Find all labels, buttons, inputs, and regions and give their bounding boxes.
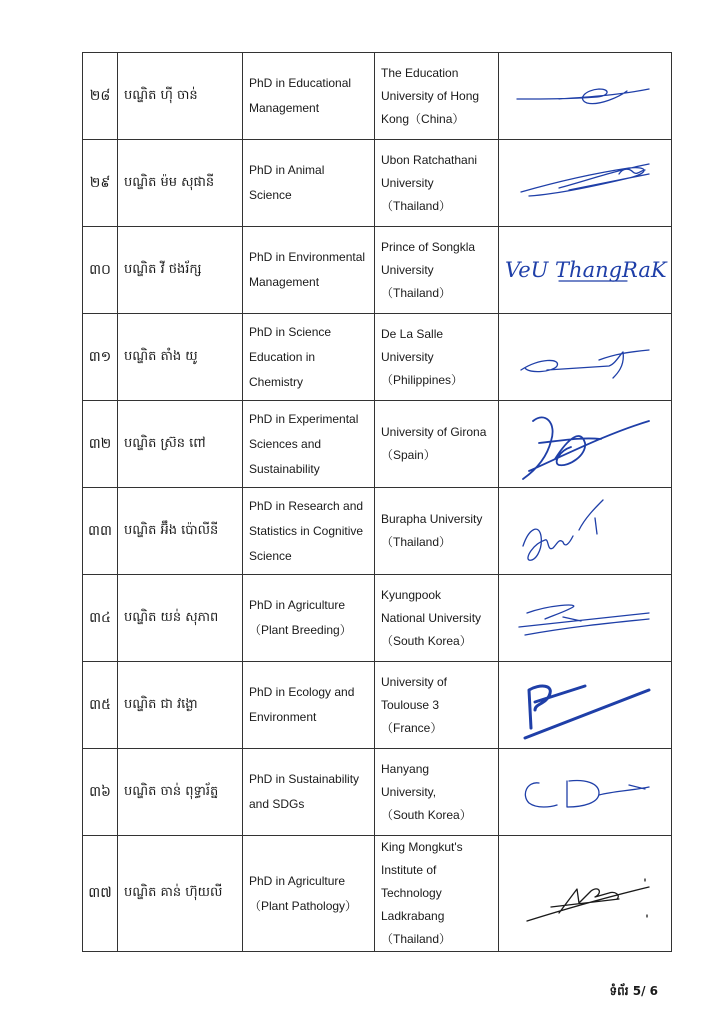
university-line: （Thailand） bbox=[381, 198, 452, 213]
degree-line: Chemistry bbox=[249, 374, 304, 389]
university-line: University, bbox=[381, 784, 437, 799]
row-number: ៣៥ bbox=[83, 662, 118, 749]
degree-line: PhD in Sustainability bbox=[249, 772, 360, 786]
person-name: បណ្ឌិត ហ៊ី ចាន់ bbox=[118, 53, 243, 140]
signature bbox=[499, 575, 671, 661]
signature-handwriting: VeU ThangRaK bbox=[505, 258, 667, 282]
table-row bbox=[83, 488, 672, 575]
person-name: បណ្ឌិត តាំង យូ bbox=[118, 314, 243, 401]
university bbox=[375, 53, 499, 140]
row-number: ៣៦ bbox=[83, 749, 118, 836]
degree-line: PhD in Agriculture bbox=[249, 873, 346, 888]
degree-line: Sustainability bbox=[249, 461, 320, 476]
degree-line: PhD in Animal bbox=[249, 163, 325, 177]
university-line: National University bbox=[381, 610, 482, 625]
university bbox=[375, 227, 499, 314]
university-line: （Thailand） bbox=[381, 285, 452, 300]
degree bbox=[243, 662, 375, 749]
table-row bbox=[83, 314, 672, 401]
signature-cell bbox=[499, 401, 672, 488]
signature bbox=[499, 851, 671, 937]
degree bbox=[243, 401, 375, 488]
row-number: ៣២ bbox=[83, 401, 118, 488]
university-line: Ubon Ratchathani bbox=[381, 152, 478, 167]
university bbox=[375, 488, 499, 575]
degree-line: PhD in Educational bbox=[249, 76, 352, 90]
degree-line: Science bbox=[249, 188, 292, 202]
signature-cell bbox=[499, 227, 672, 314]
signature bbox=[499, 401, 671, 487]
signature-stroke bbox=[525, 686, 649, 738]
person-name: បណ្ឌិត អ៊ឹង ប៉ោលីនី bbox=[118, 488, 243, 575]
signature-cell bbox=[499, 53, 672, 140]
university bbox=[375, 836, 499, 952]
degree-line: PhD in Science bbox=[249, 324, 332, 339]
table-row bbox=[83, 53, 672, 140]
degree-line: Management bbox=[249, 275, 320, 289]
university-line: （Thailand） bbox=[381, 535, 452, 549]
degree bbox=[243, 314, 375, 401]
degree-line: PhD in Environmental bbox=[249, 250, 366, 264]
university-line: Technology bbox=[381, 886, 442, 900]
degree bbox=[243, 488, 375, 575]
university-line: （South Korea） bbox=[381, 807, 472, 822]
degree bbox=[243, 575, 375, 662]
university-line: Prince of Songkla bbox=[381, 239, 476, 254]
row-number: ៣៤ bbox=[83, 575, 118, 662]
university-line: University of bbox=[381, 674, 448, 689]
signature bbox=[499, 314, 671, 400]
signature bbox=[499, 53, 671, 139]
signature-stroke bbox=[519, 605, 649, 635]
person-name: បណ្ឌិត ស្រ៊ន ពៅ bbox=[118, 401, 243, 488]
table-row bbox=[83, 575, 672, 662]
degree-line: （Plant Pathology） bbox=[249, 898, 358, 913]
signature-cell bbox=[499, 662, 672, 749]
degree-line: and SDGs bbox=[249, 797, 305, 811]
degree bbox=[243, 836, 375, 952]
university-line: （Spain） bbox=[381, 448, 436, 462]
table-row bbox=[83, 227, 672, 314]
signature bbox=[499, 227, 671, 313]
row-number: ៣៧ bbox=[83, 836, 118, 952]
university-line: King Mongkut's bbox=[381, 840, 463, 854]
university-line: Hanyang bbox=[381, 761, 430, 776]
person-name: បណ្ឌិត ម៉ម សុផានី bbox=[118, 140, 243, 227]
table-row bbox=[83, 140, 672, 227]
university-line: Burapha University bbox=[381, 512, 483, 526]
degree-line: Science bbox=[249, 548, 292, 563]
degree-line: Education in bbox=[249, 349, 316, 364]
degree-line: PhD in Ecology and bbox=[249, 685, 355, 699]
signature-stroke bbox=[525, 781, 649, 808]
table-row bbox=[83, 749, 672, 836]
signature bbox=[499, 488, 671, 574]
signature-cell bbox=[499, 836, 672, 952]
university-line: University bbox=[381, 175, 434, 190]
university-line: University bbox=[381, 262, 434, 277]
university bbox=[375, 401, 499, 488]
row-number: ២៨ bbox=[83, 53, 118, 140]
university bbox=[375, 749, 499, 836]
degree-line: PhD in Agriculture bbox=[249, 598, 346, 612]
signature-stroke bbox=[523, 500, 603, 560]
signature bbox=[499, 140, 671, 226]
degree-line: Sciences and bbox=[249, 436, 322, 451]
page-number: ទំព័រ 5/ 6 bbox=[609, 984, 658, 998]
signature-stroke bbox=[527, 879, 649, 921]
university bbox=[375, 314, 499, 401]
university-line: Toulouse 3 bbox=[381, 697, 440, 712]
table-row bbox=[83, 662, 672, 749]
university-line: Ladkrabang bbox=[381, 909, 445, 923]
signature bbox=[499, 662, 671, 748]
university-line: （South Korea） bbox=[381, 633, 472, 648]
university bbox=[375, 575, 499, 662]
signature-cell bbox=[499, 575, 672, 662]
university bbox=[375, 662, 499, 749]
university-line: Kyungpook bbox=[381, 587, 442, 602]
signature-cell bbox=[499, 140, 672, 227]
row-number: ២៩ bbox=[83, 140, 118, 227]
degree-line: PhD in Experimental bbox=[249, 411, 359, 426]
signature bbox=[499, 749, 671, 835]
university-line: （France） bbox=[381, 720, 443, 735]
row-number: ៣០ bbox=[83, 227, 118, 314]
university-line: Institute of bbox=[381, 863, 437, 877]
university-line: The Education bbox=[381, 65, 459, 80]
university-line: Kong（China） bbox=[381, 111, 465, 126]
row-number: ៣៣ bbox=[83, 488, 118, 575]
signature-cell bbox=[499, 749, 672, 836]
signature-cell bbox=[499, 314, 672, 401]
university-line: University of Girona bbox=[381, 425, 487, 439]
degree bbox=[243, 53, 375, 140]
university bbox=[375, 140, 499, 227]
person-name: បណ្ឌិត វី ថងរ័ក្ស bbox=[118, 227, 243, 314]
signature-stroke bbox=[521, 164, 649, 196]
signature-table bbox=[82, 52, 672, 952]
degree bbox=[243, 227, 375, 314]
person-name: បណ្ឌិត ចាន់ ពុទ្ធារ័ត្ន bbox=[118, 749, 243, 836]
university-line: De La Salle bbox=[381, 326, 444, 341]
university-line: University of Hong bbox=[381, 88, 480, 103]
signature-stroke bbox=[517, 89, 649, 104]
signature-stroke bbox=[523, 417, 649, 479]
degree bbox=[243, 749, 375, 836]
degree-line: Statistics in Cognitive bbox=[249, 523, 364, 538]
degree-line: PhD in Research and bbox=[249, 498, 364, 513]
degree bbox=[243, 140, 375, 227]
degree-line: Environment bbox=[249, 710, 317, 724]
row-number: ៣១ bbox=[83, 314, 118, 401]
degree-line: Management bbox=[249, 101, 320, 115]
signature-stroke bbox=[521, 350, 649, 378]
person-name: បណ្ឌិត គាន់ ហ៊ុយលី bbox=[118, 836, 243, 952]
degree-line: （Plant Breeding） bbox=[249, 623, 352, 637]
signature-cell bbox=[499, 488, 672, 575]
university-line: （Thailand） bbox=[381, 932, 452, 946]
table-row bbox=[83, 401, 672, 488]
person-name: បណ្ឌិត យន់ សុភាព bbox=[118, 575, 243, 662]
university-line: （Philippines） bbox=[381, 372, 464, 387]
university-line: University bbox=[381, 349, 434, 364]
table-row bbox=[83, 836, 672, 952]
person-name: បណ្ឌិត ជា វង្ងោ bbox=[118, 662, 243, 749]
